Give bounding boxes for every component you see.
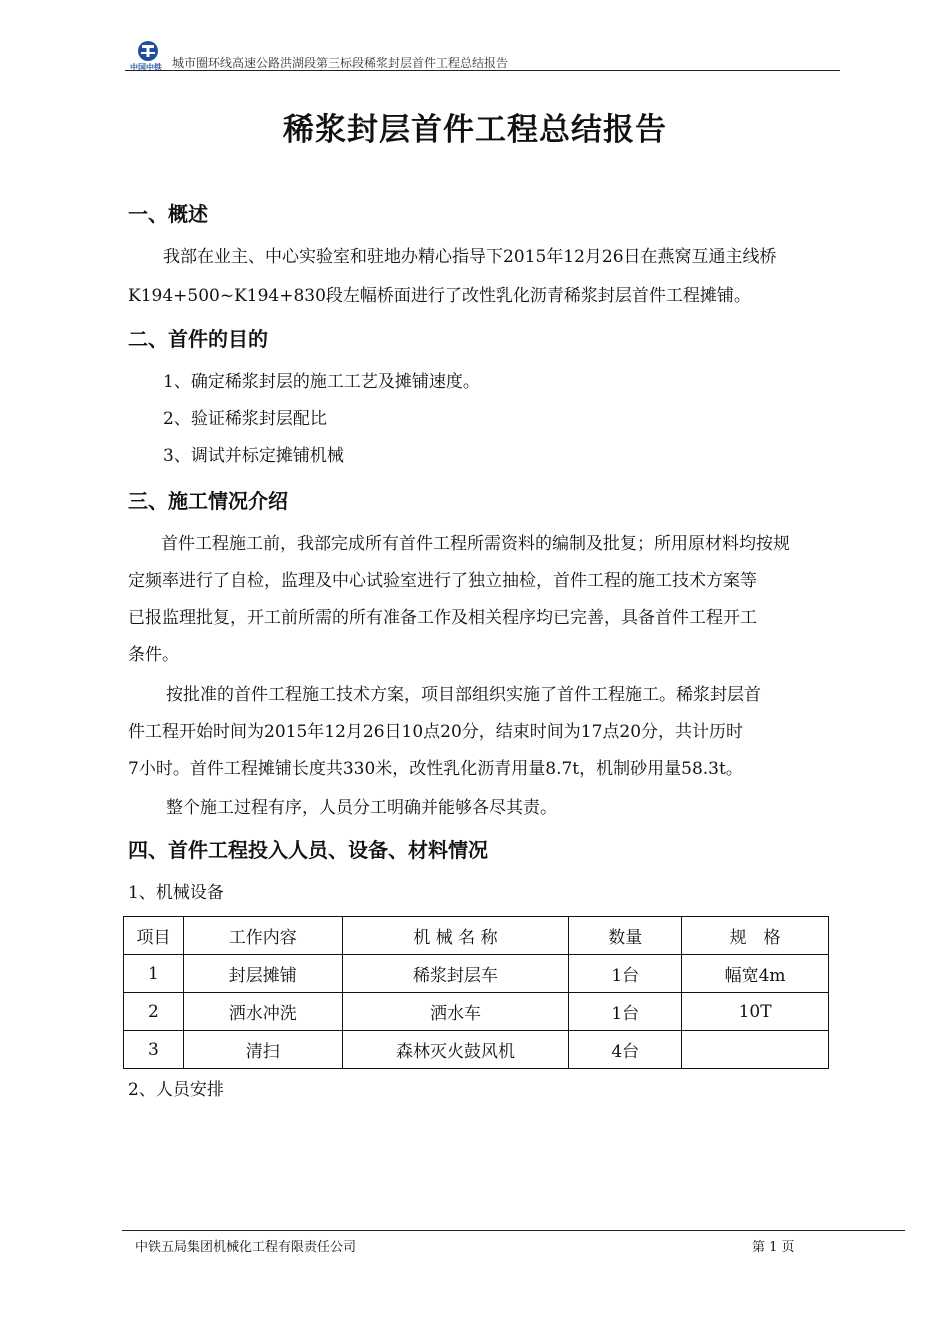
running-header: 城市圈环线高速公路洪湖段第三标段稀浆封层首件工程总结报告 [172, 56, 509, 70]
construction-p2-line: 按批准的首件工程施工技术方案，项目部组织实施了首件工程施工。稀浆封层首 [166, 685, 761, 705]
footer-page-number: 第 1 页 [752, 1240, 795, 1255]
construction-p2-line: 7小时。首件工程摊铺长度共330米，改性乳化沥青用量8.7t，机制砂用量58.3t。 [128, 759, 743, 779]
table-header-cell: 规 格 [682, 917, 829, 955]
overview-line-1: 我部在业主、中心实验室和驻地办精心指导下2015年12月26日在燕窝互通主线桥 [163, 247, 777, 267]
logo-caption: 中国中铁 [130, 63, 162, 72]
table-cell: 2 [124, 993, 184, 1031]
table-cell: 洒水冲洗 [183, 993, 342, 1031]
table-row [124, 1031, 829, 1069]
table-cell: 1 [124, 955, 184, 993]
company-logo [128, 38, 168, 72]
table-cell: 洒水车 [342, 993, 569, 1031]
construction-p1-line: 首件工程施工前，我部完成所有首件工程所需资料的编制及批复；所用原材料均按规 [161, 534, 790, 554]
purpose-item: 2、验证稀浆封层配比 [163, 409, 327, 429]
section-heading-resources: 四、首件工程投入人员、设备、材料情况 [128, 838, 488, 862]
table-cell: 清扫 [183, 1031, 342, 1069]
section-heading-purpose: 二、首件的目的 [128, 327, 268, 351]
table-cell: 1台 [569, 993, 682, 1031]
section-heading-overview: 一、概述 [128, 202, 208, 226]
table-cell: 封层摊铺 [183, 955, 342, 993]
table-header-cell: 数量 [569, 917, 682, 955]
section-heading-construction: 三、施工情况介绍 [128, 489, 288, 513]
header-divider [125, 70, 840, 71]
construction-p1-line: 条件。 [128, 645, 179, 665]
table-cell: 3 [124, 1031, 184, 1069]
equipment-table [123, 916, 829, 1069]
overview-line-2: K194+500~K194+830段左幅桥面进行了改性乳化沥青稀浆封层首件工程摊铺。 [128, 286, 751, 306]
table-cell: 4台 [569, 1031, 682, 1069]
document-title: 稀浆封层首件工程总结报告 [283, 112, 667, 148]
table-cell [682, 1031, 829, 1069]
purpose-item: 3、调试并标定摊铺机械 [163, 446, 344, 466]
table-cell: 10T [682, 993, 829, 1031]
footer-company: 中铁五局集团机械化工程有限责任公司 [135, 1240, 357, 1255]
table-cell: 幅宽4m [682, 955, 829, 993]
footer-divider [122, 1230, 905, 1231]
construction-p2-line: 件工程开始时间为2015年12月26日10点20分，结束时间为17点20分，共计历时 [128, 722, 744, 742]
table-row [124, 993, 829, 1031]
table-header-cell: 项目 [124, 917, 184, 955]
table-cell: 稀浆封层车 [342, 955, 569, 993]
table-header-row [124, 917, 829, 955]
subheading-personnel: 2、人员安排 [128, 1080, 224, 1100]
table-header-cell: 工作内容 [183, 917, 342, 955]
table-cell: 森林灭火鼓风机 [342, 1031, 569, 1069]
construction-p1-line: 定频率进行了自检，监理及中心试验室进行了独立抽检，首件工程的施工技术方案等 [128, 571, 757, 591]
table-cell: 1台 [569, 955, 682, 993]
table-header-cell: 机 械 名 称 [342, 917, 569, 955]
construction-p1-line: 已报监理批复，开工前所需的所有准备工作及相关程序均已完善，具备首件工程开工 [128, 608, 757, 628]
construction-p3: 整个施工过程有序，人员分工明确并能够各尽其责。 [166, 798, 557, 818]
purpose-item: 1、确定稀浆封层的施工工艺及摊铺速度。 [163, 372, 480, 392]
table-row [124, 955, 829, 993]
subheading-equipment: 1、机械设备 [128, 883, 224, 903]
